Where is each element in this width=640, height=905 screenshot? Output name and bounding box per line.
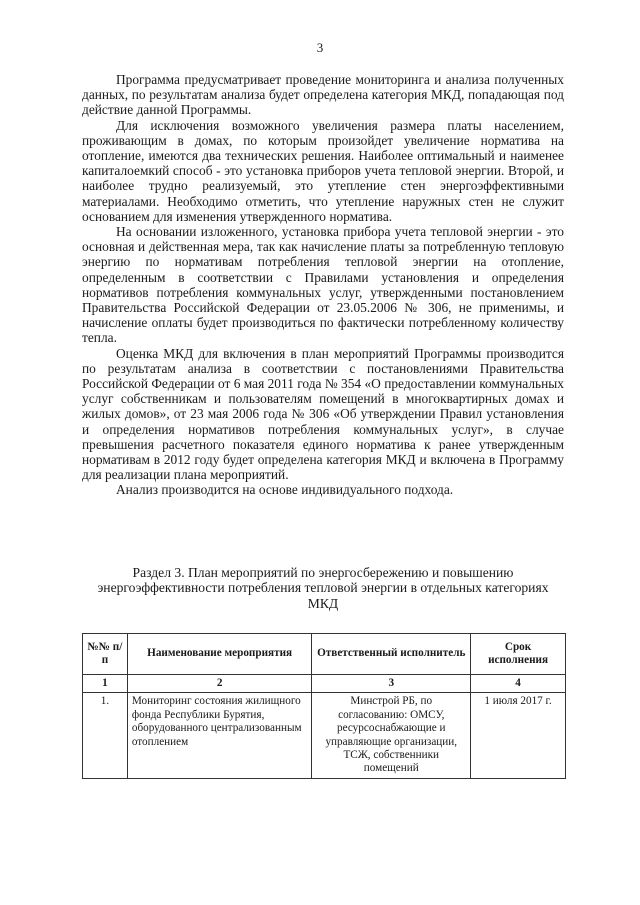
- paragraph: Оценка МКД для включения в план мероприятий Программы производится по результатам анализа в соответствии с постановлениями Правительства Российской Федерации от 6 мая 2011 года № 354 «О предоставлении коммунальных услуг собственникам и пользователям помещений в многоквартирных домах и жилых домов», от 23 мая 2006 года № 306 «Об утверждении Правил установления и определения нормативов потребления коммунальных услуг», в случае превышения расчетного показателя единого норматива к ранее утвержденным нормативам в 2012 году будет определена категория МКД и включена в Программу для реализации плана мероприятий.: [82, 345, 564, 483]
- header-executor: Ответственный исполнитель: [312, 634, 471, 675]
- paragraph: Анализ производится на основе индивидуального подхода.: [116, 482, 454, 498]
- plan-table: [82, 633, 566, 779]
- row-executor: Минстрой РБ, по согласованию: ОМСУ, ресурсоснабжающие и управляющие организации, ТСЖ, собственники помещений: [312, 693, 471, 778]
- paragraph: Программа предусматривает проведение мониторинга и анализа полученных данных, по результатам анализа будет определена категория МКД, попадающая под действие данной Программы.: [82, 72, 564, 118]
- table-header-row: [83, 634, 566, 675]
- column-number: 3: [312, 675, 471, 693]
- page-number: 3: [316, 40, 324, 55]
- paragraph: На основании изложенного, установка прибора учета тепловой энергии - это основная и действенная мера, так как начисление платы за потребленную тепловую энергию по нормативам потребления тепловой энергии на отопление, определенным в соответствии с Правилами установления и определения нормативов потребления коммунальных услуг, утвержденными постановлением Правительства Российской Федерации от 23.05.2006 № 306, не применимы, и начисление оплаты будет производиться по фактически потребленному количеству тепла.: [82, 224, 564, 346]
- column-number: 4: [471, 675, 566, 693]
- row-num: 1.: [83, 693, 128, 778]
- column-number-row: [83, 675, 566, 693]
- header-name: Наименование мероприятия: [127, 634, 312, 675]
- column-number: 1: [83, 675, 128, 693]
- header-deadline: Срок исполнения: [471, 634, 566, 675]
- column-number: 2: [127, 675, 312, 693]
- row-name: Мониторинг состояния жилищного фонда Республики Бурятия, оборудованного централизованным отоплением: [127, 693, 312, 778]
- paragraph: Для исключения возможного увеличения размера платы населением, проживающим в домах, по которым произойдет увеличение норматива на отопление, имеются два технических решения. Наиболее оптимальный и наименее капиталоемкий способ - это установка приборов учета тепловой энергии. Второй, и наиболее трудно реализуемый, это утепление стен энергоэффективными материалами. Необходимо отметить, что утепление наружных стен не служит основанием для изменения утвержденного норматива.: [82, 117, 564, 224]
- header-num: №№ п/п: [83, 634, 128, 675]
- section-title: Раздел 3. План мероприятий по энергосбережению и повышению энергоэффективности потребления тепловой энергии в отдельных категориях МКД: [97, 565, 549, 611]
- row-deadline: 1 июля 2017 г.: [471, 693, 566, 778]
- table-row: [83, 693, 566, 778]
- body-text: [82, 72, 564, 498]
